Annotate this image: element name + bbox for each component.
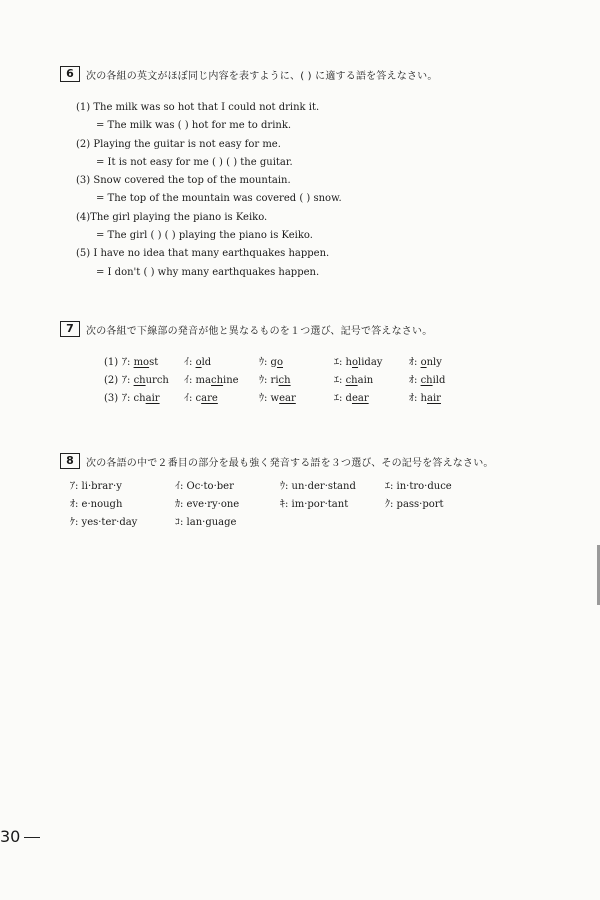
word-choice [122, 354, 184, 372]
word-part: urch [145, 375, 169, 386]
underlined-letters: are [201, 393, 218, 404]
word-choice: ｸ: pass·port [385, 499, 444, 510]
section-6-header [60, 65, 580, 83]
pronunciation-row [104, 354, 484, 372]
word-choice [122, 372, 184, 390]
underlined-letters: mo [133, 357, 150, 368]
word-part: ch [130, 393, 146, 404]
choice-mark: ｳ: [259, 375, 268, 386]
choice-mark: ｴ: [334, 393, 343, 404]
word-choice [184, 354, 259, 372]
choice-mark: ｲ: [184, 393, 193, 404]
underlined-letters: o [420, 357, 427, 368]
word-choice [334, 354, 409, 372]
word-choice [409, 372, 484, 390]
section-8-header [60, 452, 580, 470]
word-choice: ｷ: im·por·tant [280, 499, 349, 510]
question-sentence: (4)The girl playing the piano is Keiko. [76, 211, 268, 223]
word-part: st [149, 357, 159, 368]
word-choice: ｺ: lan·guage [175, 517, 237, 528]
word-part: ine [223, 375, 239, 386]
section-7 [60, 320, 580, 404]
section-number-box: 8 [60, 453, 80, 469]
word-choice: ｱ: li·brar·y [70, 481, 122, 492]
word-part: h [342, 357, 352, 368]
question-sentence: (1) The milk was so hot that I could not drink it. [76, 102, 320, 113]
pronunciation-row [104, 372, 484, 390]
word-choice [334, 372, 409, 390]
section-instruction: 次の各語の中で２番目の部分を最も強く発音する語を３つ選び、その記号を答えなさい。 [86, 457, 494, 469]
word-choice [259, 354, 334, 372]
choice-mark: ｴ: [334, 375, 343, 386]
question-list [76, 99, 342, 282]
underlined-letters: o [276, 357, 283, 368]
choice-mark: ｱ: [122, 393, 131, 404]
answer-sentence: = It is not easy for me ( ) ( ) the guitar. [96, 156, 293, 168]
word-choice [122, 390, 184, 408]
pronunciation-row [104, 390, 484, 408]
underlined-letters: o [352, 357, 359, 368]
choice-mark: ｲ: [184, 375, 193, 386]
word-choice: ｵ: e·nough [70, 499, 123, 510]
underlined-letters: air [427, 393, 441, 404]
question-sentence: (5) I have no idea that many earthquakes happen. [76, 248, 330, 260]
choice-mark: ｱ: [122, 375, 131, 386]
underlined-letters: air [145, 393, 160, 404]
word-part: ma [192, 375, 211, 386]
word-part: liday [358, 357, 383, 368]
word-choice: ｶ: eve·ry·one [175, 499, 240, 510]
row-label: (3) [104, 393, 119, 404]
section-number-box: 7 [60, 321, 80, 337]
stress-row [70, 478, 490, 496]
word-choice: ｴ: in·tro·duce [385, 481, 452, 492]
answer-sentence: = I don't ( ) why many earthquakes happen. [96, 266, 320, 278]
word-part: g [267, 357, 277, 368]
underlined-letters: o [195, 357, 202, 368]
word-part: ld [201, 357, 212, 368]
page-number: 30 [0, 827, 21, 846]
pronunciation-grid [104, 354, 484, 408]
stress-row [70, 496, 490, 514]
choice-mark: ｳ: [259, 393, 268, 404]
word-choice [409, 390, 484, 408]
underlined-letters: ch [345, 375, 358, 386]
answer-sentence: = The top of the mountain was covered ( ) snow. [96, 193, 342, 205]
choice-mark: ｱ: [122, 357, 131, 368]
word-choice [184, 390, 259, 408]
word-choice [409, 354, 484, 372]
word-choice [259, 390, 334, 408]
section-number-box: 6 [60, 66, 80, 82]
row-label: (2) [104, 375, 119, 386]
row-label: (1) [104, 357, 119, 368]
section-instruction: 次の各組の英文がほぼ同じ内容を表すように、( ) に適する語を答えなさい。 [86, 70, 438, 82]
stress-row [70, 514, 490, 532]
word-choice [259, 372, 334, 390]
question-sentence: (3) Snow covered the top of the mountain. [76, 175, 291, 187]
underlined-letters: ear [279, 393, 296, 404]
choice-mark: ｵ: [409, 393, 418, 404]
choice-mark: ｲ: [184, 357, 193, 368]
stress-grid [70, 478, 490, 532]
word-choice [184, 372, 259, 390]
word-part: ild [432, 375, 446, 386]
choice-mark: ｵ: [409, 357, 418, 368]
underlined-letters: ch [278, 375, 291, 386]
underlined-letters: ear [351, 393, 369, 404]
word-choice: ｳ: un·der·stand [280, 481, 356, 492]
word-part: nly [426, 357, 442, 368]
word-part: c [192, 393, 202, 404]
word-choice: ｲ: Oc·to·ber [175, 481, 234, 492]
underlined-letters: ch [133, 375, 146, 386]
page-footer [0, 827, 40, 846]
footer-dash [24, 837, 40, 838]
word-part: w [267, 393, 280, 404]
word-part: ri [267, 375, 279, 386]
answer-sentence: = The girl ( ) ( ) playing the piano is Keiko. [96, 230, 313, 242]
section-7-header [60, 320, 580, 338]
word-choice [334, 390, 409, 408]
section-instruction: 次の各組で下線部の発音が他と異なるものを１つ選び、記号で答えなさい。 [86, 325, 433, 337]
answer-sentence: = The milk was ( ) hot for me to drink. [96, 120, 292, 132]
word-part: d [342, 393, 352, 404]
choice-mark: ｳ: [259, 357, 268, 368]
word-part: h [417, 393, 427, 404]
section-8 [60, 452, 580, 528]
word-part: ain [357, 375, 374, 386]
word-choice: ｹ: yes·ter·day [70, 517, 138, 528]
underlined-letters: ch [420, 375, 433, 386]
choice-mark: ｴ: [334, 357, 343, 368]
section-6 [60, 65, 580, 278]
question-sentence: (2) Playing the guitar is not easy for me. [76, 138, 281, 150]
underlined-letters: ch [211, 375, 224, 386]
choice-mark: ｵ: [409, 375, 418, 386]
